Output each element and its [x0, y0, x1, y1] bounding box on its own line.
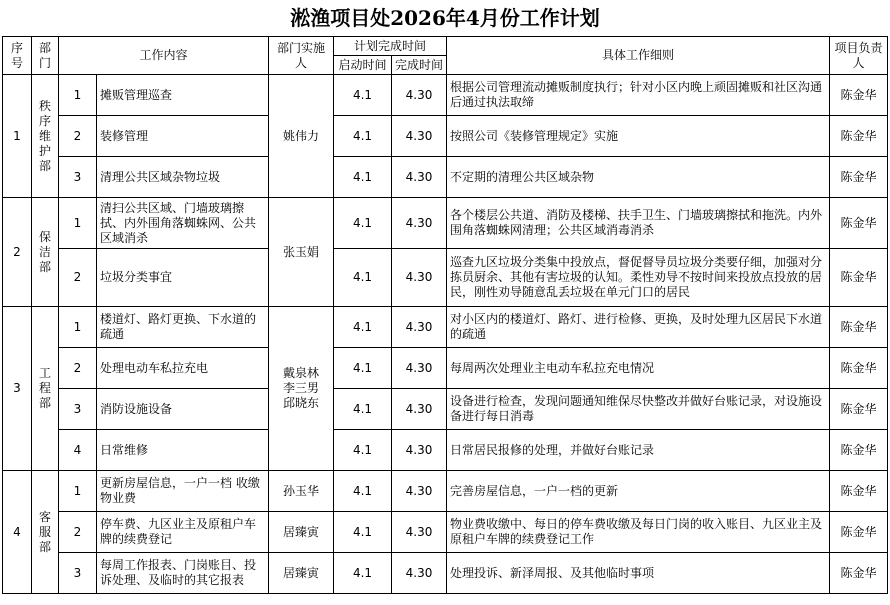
group-dept: 保洁部 [32, 198, 59, 307]
table-row [3, 116, 888, 157]
row-start: 4.1 [334, 116, 392, 157]
row-no: 2 [59, 348, 97, 389]
header-lead: 项目负责人 [830, 37, 888, 75]
page-title: 淞渔项目处2026年4月份工作计划 [290, 6, 600, 30]
row-no: 1 [59, 471, 97, 512]
row-content: 楼道灯、路灯更换、下水道的疏通 [97, 307, 269, 348]
row-lead: 陈金华 [830, 512, 888, 553]
table-row [3, 512, 888, 553]
header-seq: 序号 [3, 37, 32, 75]
row-finish: 4.30 [392, 512, 447, 553]
row-content: 垃圾分类事宜 [97, 249, 269, 307]
row-details: 完善房屋信息，一户一档的更新 [447, 471, 830, 512]
row-finish: 4.30 [392, 348, 447, 389]
row-start: 4.1 [334, 75, 392, 116]
row-no: 1 [59, 307, 97, 348]
row-start: 4.1 [334, 157, 392, 198]
row-details: 处理投诉、新泽周报、及其他临时事项 [447, 553, 830, 594]
header-plan-time: 计划完成时间 [334, 37, 447, 56]
row-finish: 4.30 [392, 198, 447, 249]
header-dept: 部门 [32, 37, 59, 75]
row-content: 更新房屋信息，一户一档 收缴物业费 [97, 471, 269, 512]
row-lead: 陈金华 [830, 471, 888, 512]
group-seq: 1 [3, 75, 32, 198]
row-no: 1 [59, 198, 97, 249]
row-content: 停车费、九区业主及原租户车牌的续费登记 [97, 512, 269, 553]
row-finish: 4.30 [392, 471, 447, 512]
row-content: 日常维修 [97, 430, 269, 471]
header-implementer: 部门实施人 [269, 37, 334, 75]
table-row [3, 348, 888, 389]
row-finish: 4.30 [392, 430, 447, 471]
row-content: 消防设施设备 [97, 389, 269, 430]
row-no: 3 [59, 553, 97, 594]
row-details: 各个楼层公共道、消防及楼梯、扶手卫生、门墙玻璃擦拭和拖洗。内外围角落蜘蛛网清理；公共区域消毒消杀 [447, 198, 830, 249]
row-start: 4.1 [334, 471, 392, 512]
row-lead: 陈金华 [830, 249, 888, 307]
row-start: 4.1 [334, 307, 392, 348]
group-implementer: 戴泉林 李三男 邱晓东 [269, 307, 334, 471]
group-implementer: 张玉娟 [269, 198, 334, 307]
row-finish: 4.30 [392, 249, 447, 307]
row-start: 4.1 [334, 348, 392, 389]
header-row [3, 37, 888, 56]
row-lead: 陈金华 [830, 198, 888, 249]
group-seq: 3 [3, 307, 32, 471]
group-dept: 秩序维护部 [32, 75, 59, 198]
row-content: 清扫公共区域、门墙玻璃擦拭、内外围角落蜘蛛网、公共区域消杀 [97, 198, 269, 249]
work-plan-table [2, 36, 888, 594]
header-content: 工作内容 [59, 37, 269, 75]
row-lead: 陈金华 [830, 75, 888, 116]
table-row [3, 198, 888, 249]
row-content: 处理电动车私拉充电 [97, 348, 269, 389]
group-seq: 2 [3, 198, 32, 307]
row-lead: 陈金华 [830, 553, 888, 594]
row-start: 4.1 [334, 430, 392, 471]
row-no: 2 [59, 249, 97, 307]
row-content: 清理公共区域杂物垃圾 [97, 157, 269, 198]
table-row [3, 553, 888, 594]
table-row [3, 249, 888, 307]
group-implementer: 姚伟力 [269, 75, 334, 198]
row-implementer: 居臻寅 [269, 553, 334, 594]
row-finish: 4.30 [392, 553, 447, 594]
row-start: 4.1 [334, 512, 392, 553]
table-row [3, 75, 888, 116]
row-implementer: 居臻寅 [269, 512, 334, 553]
row-no: 2 [59, 116, 97, 157]
group-seq: 4 [3, 471, 32, 594]
row-lead: 陈金华 [830, 430, 888, 471]
table-row [3, 430, 888, 471]
row-details: 对小区内的楼道灯、路灯、进行检修、更换，及时处理九区居民下水道的疏通 [447, 307, 830, 348]
table-row [3, 471, 888, 512]
group-dept: 客服部 [32, 471, 59, 594]
header-start: 启动时间 [334, 56, 392, 75]
row-details: 按照公司《装修管理规定》实施 [447, 116, 830, 157]
row-start: 4.1 [334, 553, 392, 594]
row-details: 巡查九区垃圾分类集中投放点，督促督导员垃圾分类要仔细，加强对分拣员厨余、其他有害垃圾的认知。柔性劝导不按时间来投放点投放的居民，刚性劝导随意乱丢垃圾在单元门口的居民 [447, 249, 830, 307]
row-start: 4.1 [334, 198, 392, 249]
row-lead: 陈金华 [830, 348, 888, 389]
row-finish: 4.30 [392, 389, 447, 430]
row-lead: 陈金华 [830, 157, 888, 198]
row-no: 4 [59, 430, 97, 471]
row-content: 摊贩管理巡查 [97, 75, 269, 116]
row-finish: 4.30 [392, 75, 447, 116]
row-details: 每周两次处理业主电动车私拉充电情况 [447, 348, 830, 389]
row-details: 日常居民报修的处理，并做好台账记录 [447, 430, 830, 471]
header-details: 具体工作细则 [447, 37, 830, 75]
row-content: 每周工作报表、门岗账目、投诉处理、及临时的其它报表 [97, 553, 269, 594]
row-finish: 4.30 [392, 307, 447, 348]
row-finish: 4.30 [392, 116, 447, 157]
header-finish: 完成时间 [392, 56, 447, 75]
row-start: 4.1 [334, 249, 392, 307]
row-no: 1 [59, 75, 97, 116]
row-details: 物业费收缴中、每日的停车费收缴及每日门岗的收入账目、九区业主及原租户车牌的续费登记工作 [447, 512, 830, 553]
row-details: 设备进行检查，发现问题通知维保尽快整改并做好台账记录，对设施设备进行每日消毒 [447, 389, 830, 430]
row-finish: 4.30 [392, 157, 447, 198]
table-row [3, 157, 888, 198]
row-lead: 陈金华 [830, 307, 888, 348]
row-details: 不定期的清理公共区域杂物 [447, 157, 830, 198]
table-row [3, 307, 888, 348]
row-start: 4.1 [334, 389, 392, 430]
row-content: 装修管理 [97, 116, 269, 157]
row-details: 根据公司管理流动摊贩制度执行；针对小区内晚上顽固摊贩和社区沟通后通过执法取缔 [447, 75, 830, 116]
row-no: 3 [59, 389, 97, 430]
row-implementer: 孙玉华 [269, 471, 334, 512]
row-no: 3 [59, 157, 97, 198]
row-lead: 陈金华 [830, 116, 888, 157]
group-dept: 工程部 [32, 307, 59, 471]
table-row [3, 389, 888, 430]
row-lead: 陈金华 [830, 389, 888, 430]
row-no: 2 [59, 512, 97, 553]
